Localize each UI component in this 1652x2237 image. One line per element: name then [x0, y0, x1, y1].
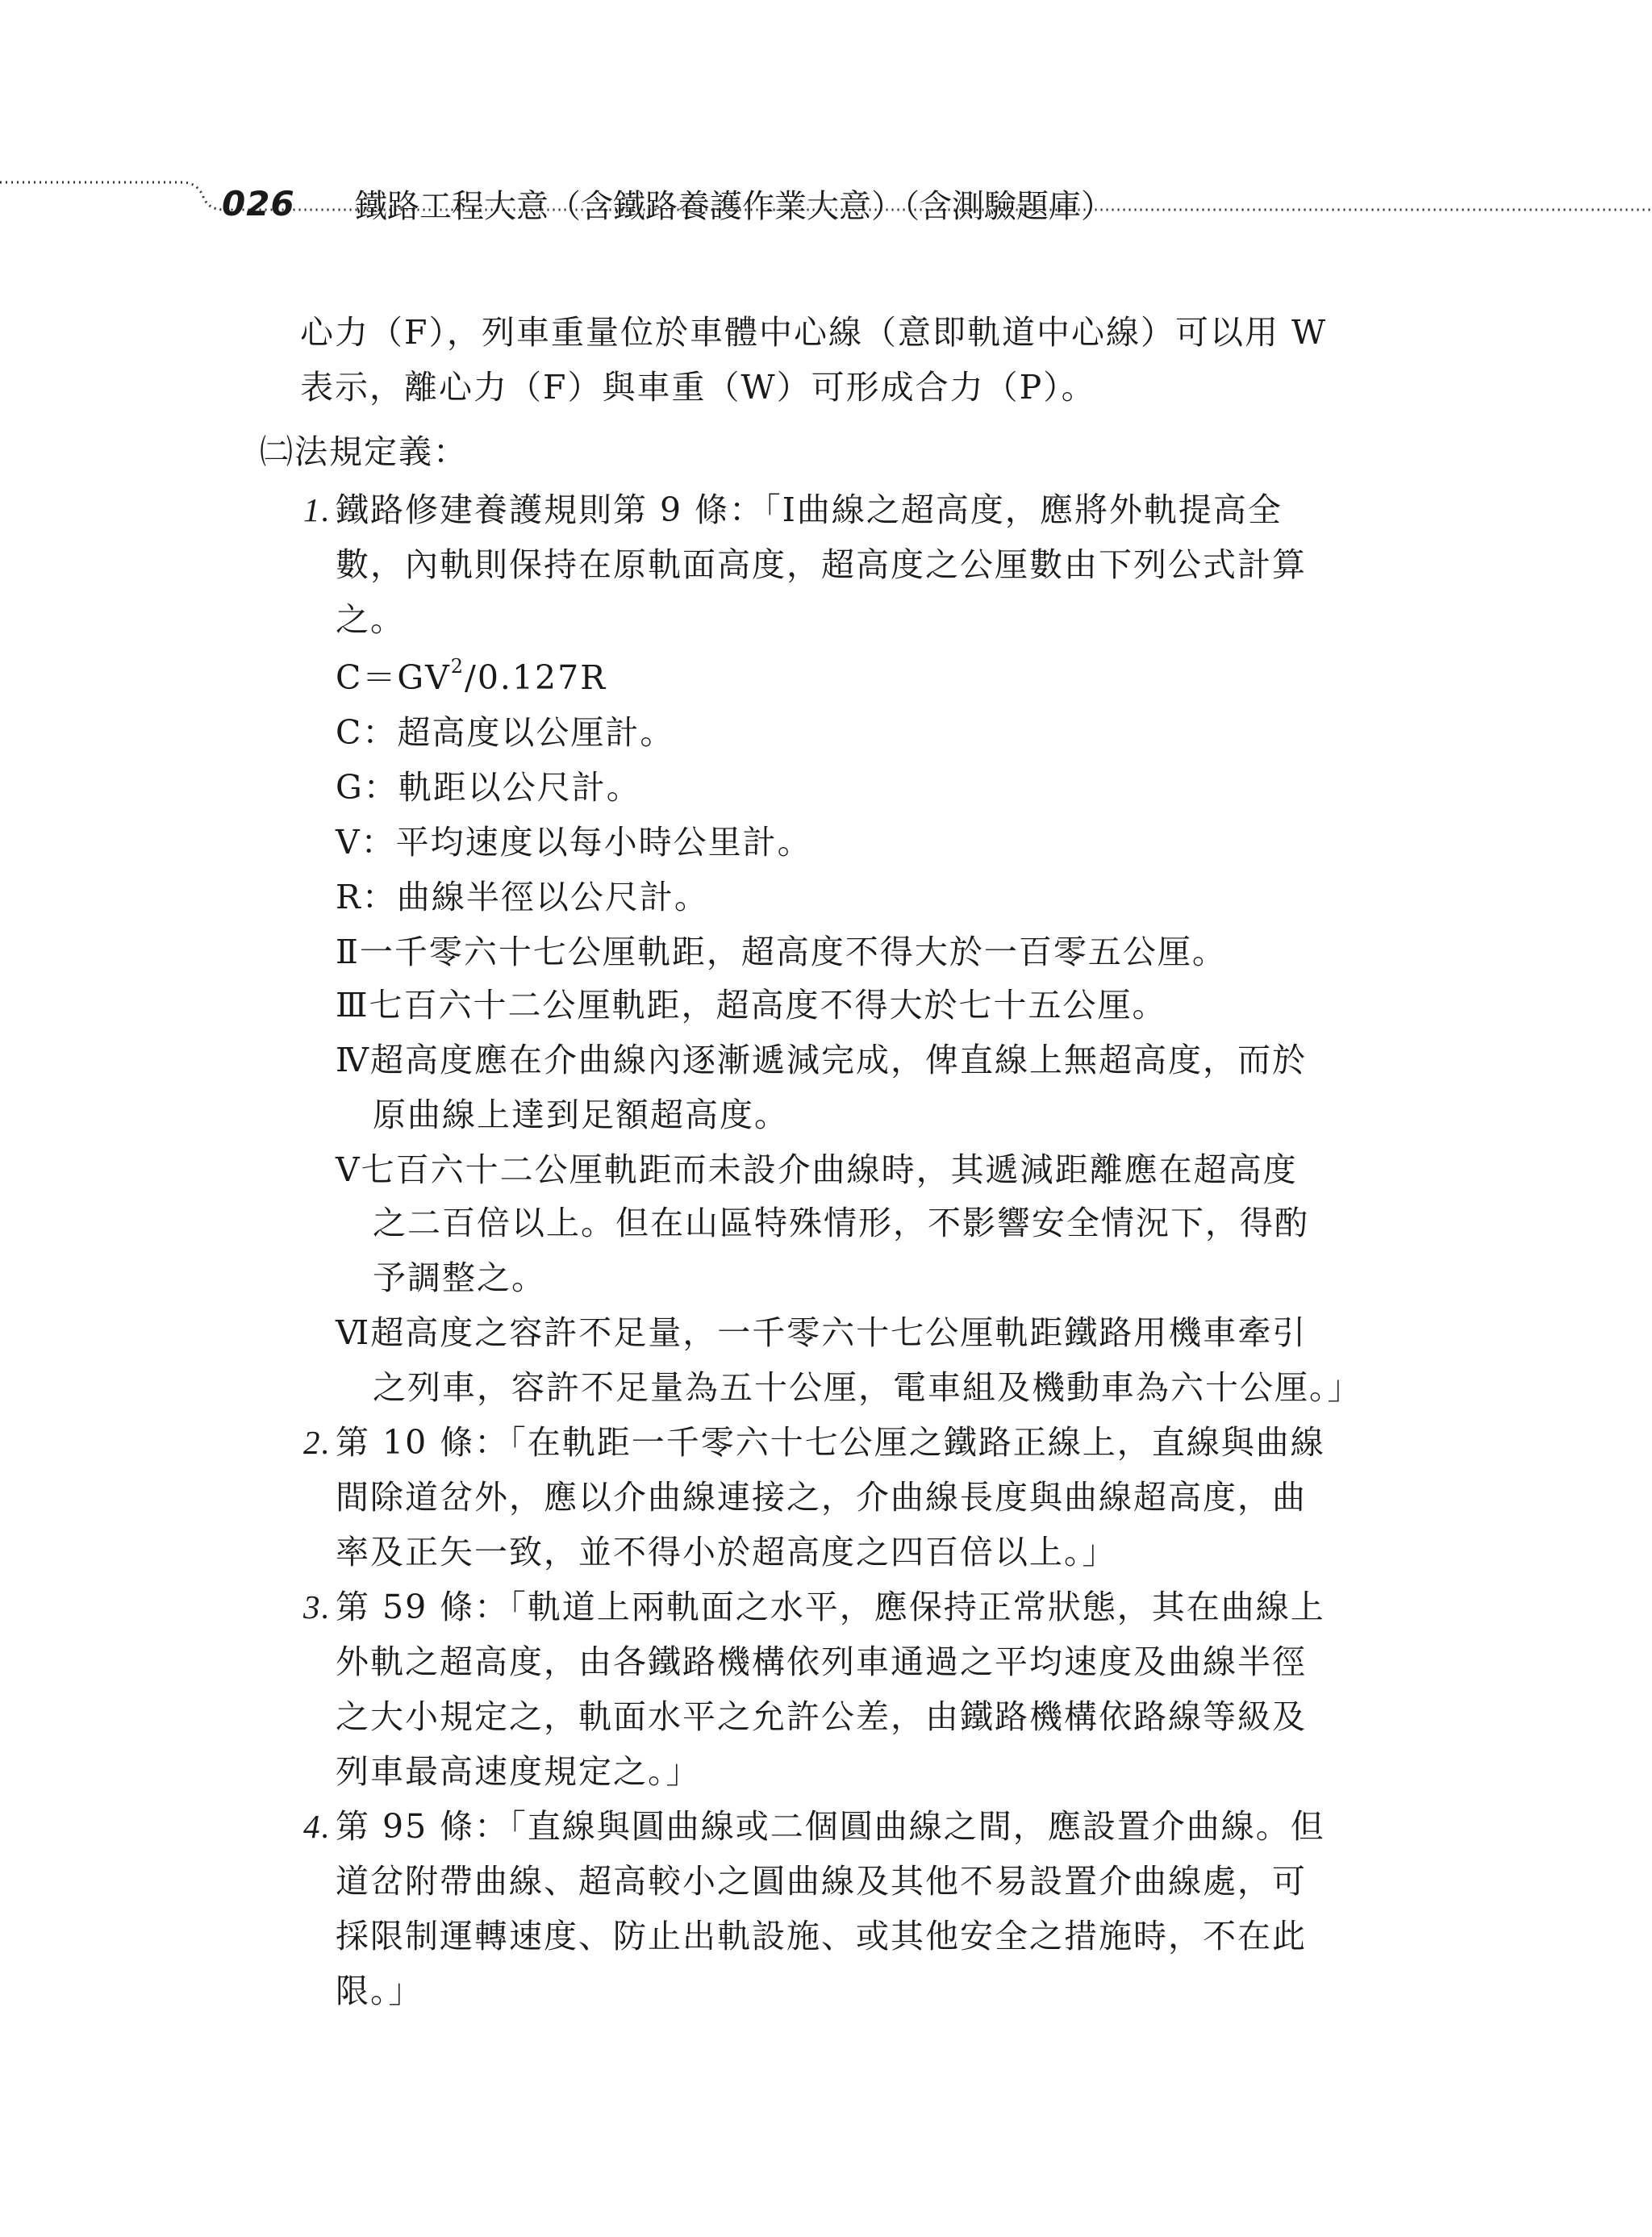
item-2-line-3: 率及正矢一致，並不得小於超高度之四百倍以上。」	[336, 1533, 1117, 1571]
item-4-line-1: 第 95 條：「直線與圓曲線或二個圓曲線之間，應設置介曲線。但	[336, 1807, 1325, 1846]
item-3-line-4: 列車最高速度規定之。」	[336, 1752, 701, 1791]
formula-left: C＝GV	[336, 658, 451, 697]
intro-line-2: 表示，離心力（F）與車重（W）可形成合力（P）。	[300, 368, 1096, 407]
clause-iii: Ⅲ七百六十二公厘軌距，超高度不得大於七十五公厘。	[336, 986, 1167, 1025]
item-3-number: 3.	[303, 1588, 332, 1626]
item-3-line-2: 外軌之超高度，由各鐵路機構依列車通過之平均速度及曲線半徑	[336, 1642, 1307, 1681]
item-1-number: 1.	[303, 491, 332, 528]
clause-iv-line-1: Ⅳ超高度應在介曲線內逐漸遞減完成，俾直線上無超高度，而於	[336, 1041, 1307, 1079]
def-r: R：曲線半徑以公尺計。	[336, 878, 709, 916]
clause-ii: Ⅱ一千零六十七公厘軌距，超高度不得大於一百零五公厘。	[336, 933, 1227, 971]
item-4-line-4: 限。」	[336, 1972, 423, 2010]
item-1-line-2: 數，內軌則保持在原軌面高度，超高度之公厘數由下列公式計算	[336, 545, 1307, 584]
def-c: C：超高度以公厘計。	[336, 713, 675, 752]
item-2-line-2: 間除道岔外，應以介曲線連接之，介曲線長度與曲線超高度，曲	[336, 1478, 1307, 1517]
clause-vi-line-1: Ⅵ超高度之容許不足量，一千零六十七公厘軌距鐵路用機車牽引	[336, 1313, 1308, 1352]
formula	[336, 655, 607, 697]
formula-exponent: 2	[450, 655, 465, 678]
item-3-line-3: 之大小規定之，軌面水平之允許公差，由鐵路機構依路線等級及	[336, 1697, 1307, 1736]
item-1-line-1: 鐵路修建養護規則第 9 條：「Ⅰ曲線之超高度，應將外軌提高全	[336, 490, 1283, 529]
clause-vi-line-2: 之列車，容許不足量為五十公厘，電車組及機動車為六十公厘。」	[373, 1368, 1362, 1407]
clause-v-line-2: 之二百倍以上。但在山區特殊情形，不影響安全情況下，得酌	[373, 1204, 1309, 1242]
def-v: V：平均速度以每小時公里計。	[336, 823, 812, 862]
item-3-line-1: 第 59 條：「軌道上兩軌面之水平，應保持正常狀態，其在曲線上	[336, 1588, 1325, 1626]
def-g: G：軌距以公尺計。	[336, 768, 641, 807]
item-4-line-2: 道岔附帶曲線、超高較小之圓曲線及其他不易設置介曲線處，可	[336, 1862, 1307, 1901]
item-1-line-3: 之。	[336, 600, 405, 639]
item-4-line-3: 採限制運轉速度、防止出軌設施、或其他安全之措施時，不在此	[336, 1917, 1307, 1955]
formula-right: /0.127R	[465, 658, 607, 697]
item-2-line-1: 第 10 條：「在軌距一千零六十七公厘之鐵路正線上，直線與曲線	[336, 1423, 1325, 1462]
section-heading: ㈡法規定義：	[260, 432, 468, 471]
clause-v-line-3: 予調整之。	[373, 1258, 546, 1297]
intro-line-1: 心力（F），列車重量位於車體中心線（意即軌道中心線）可以用 W	[300, 313, 1328, 352]
clause-iv-line-2: 原曲線上達到足額超高度。	[373, 1096, 789, 1134]
item-4-number: 4.	[303, 1808, 332, 1845]
book-title: 鐵路工程大意（含鐵路養護作業大意）（含測驗題庫）	[355, 188, 1113, 225]
page-number: 026	[222, 184, 295, 223]
clause-v-line-1: Ⅴ七百六十二公厘軌距而未設介曲線時，其遞減距離應在超高度	[336, 1150, 1298, 1189]
item-2-number: 2.	[303, 1424, 332, 1461]
